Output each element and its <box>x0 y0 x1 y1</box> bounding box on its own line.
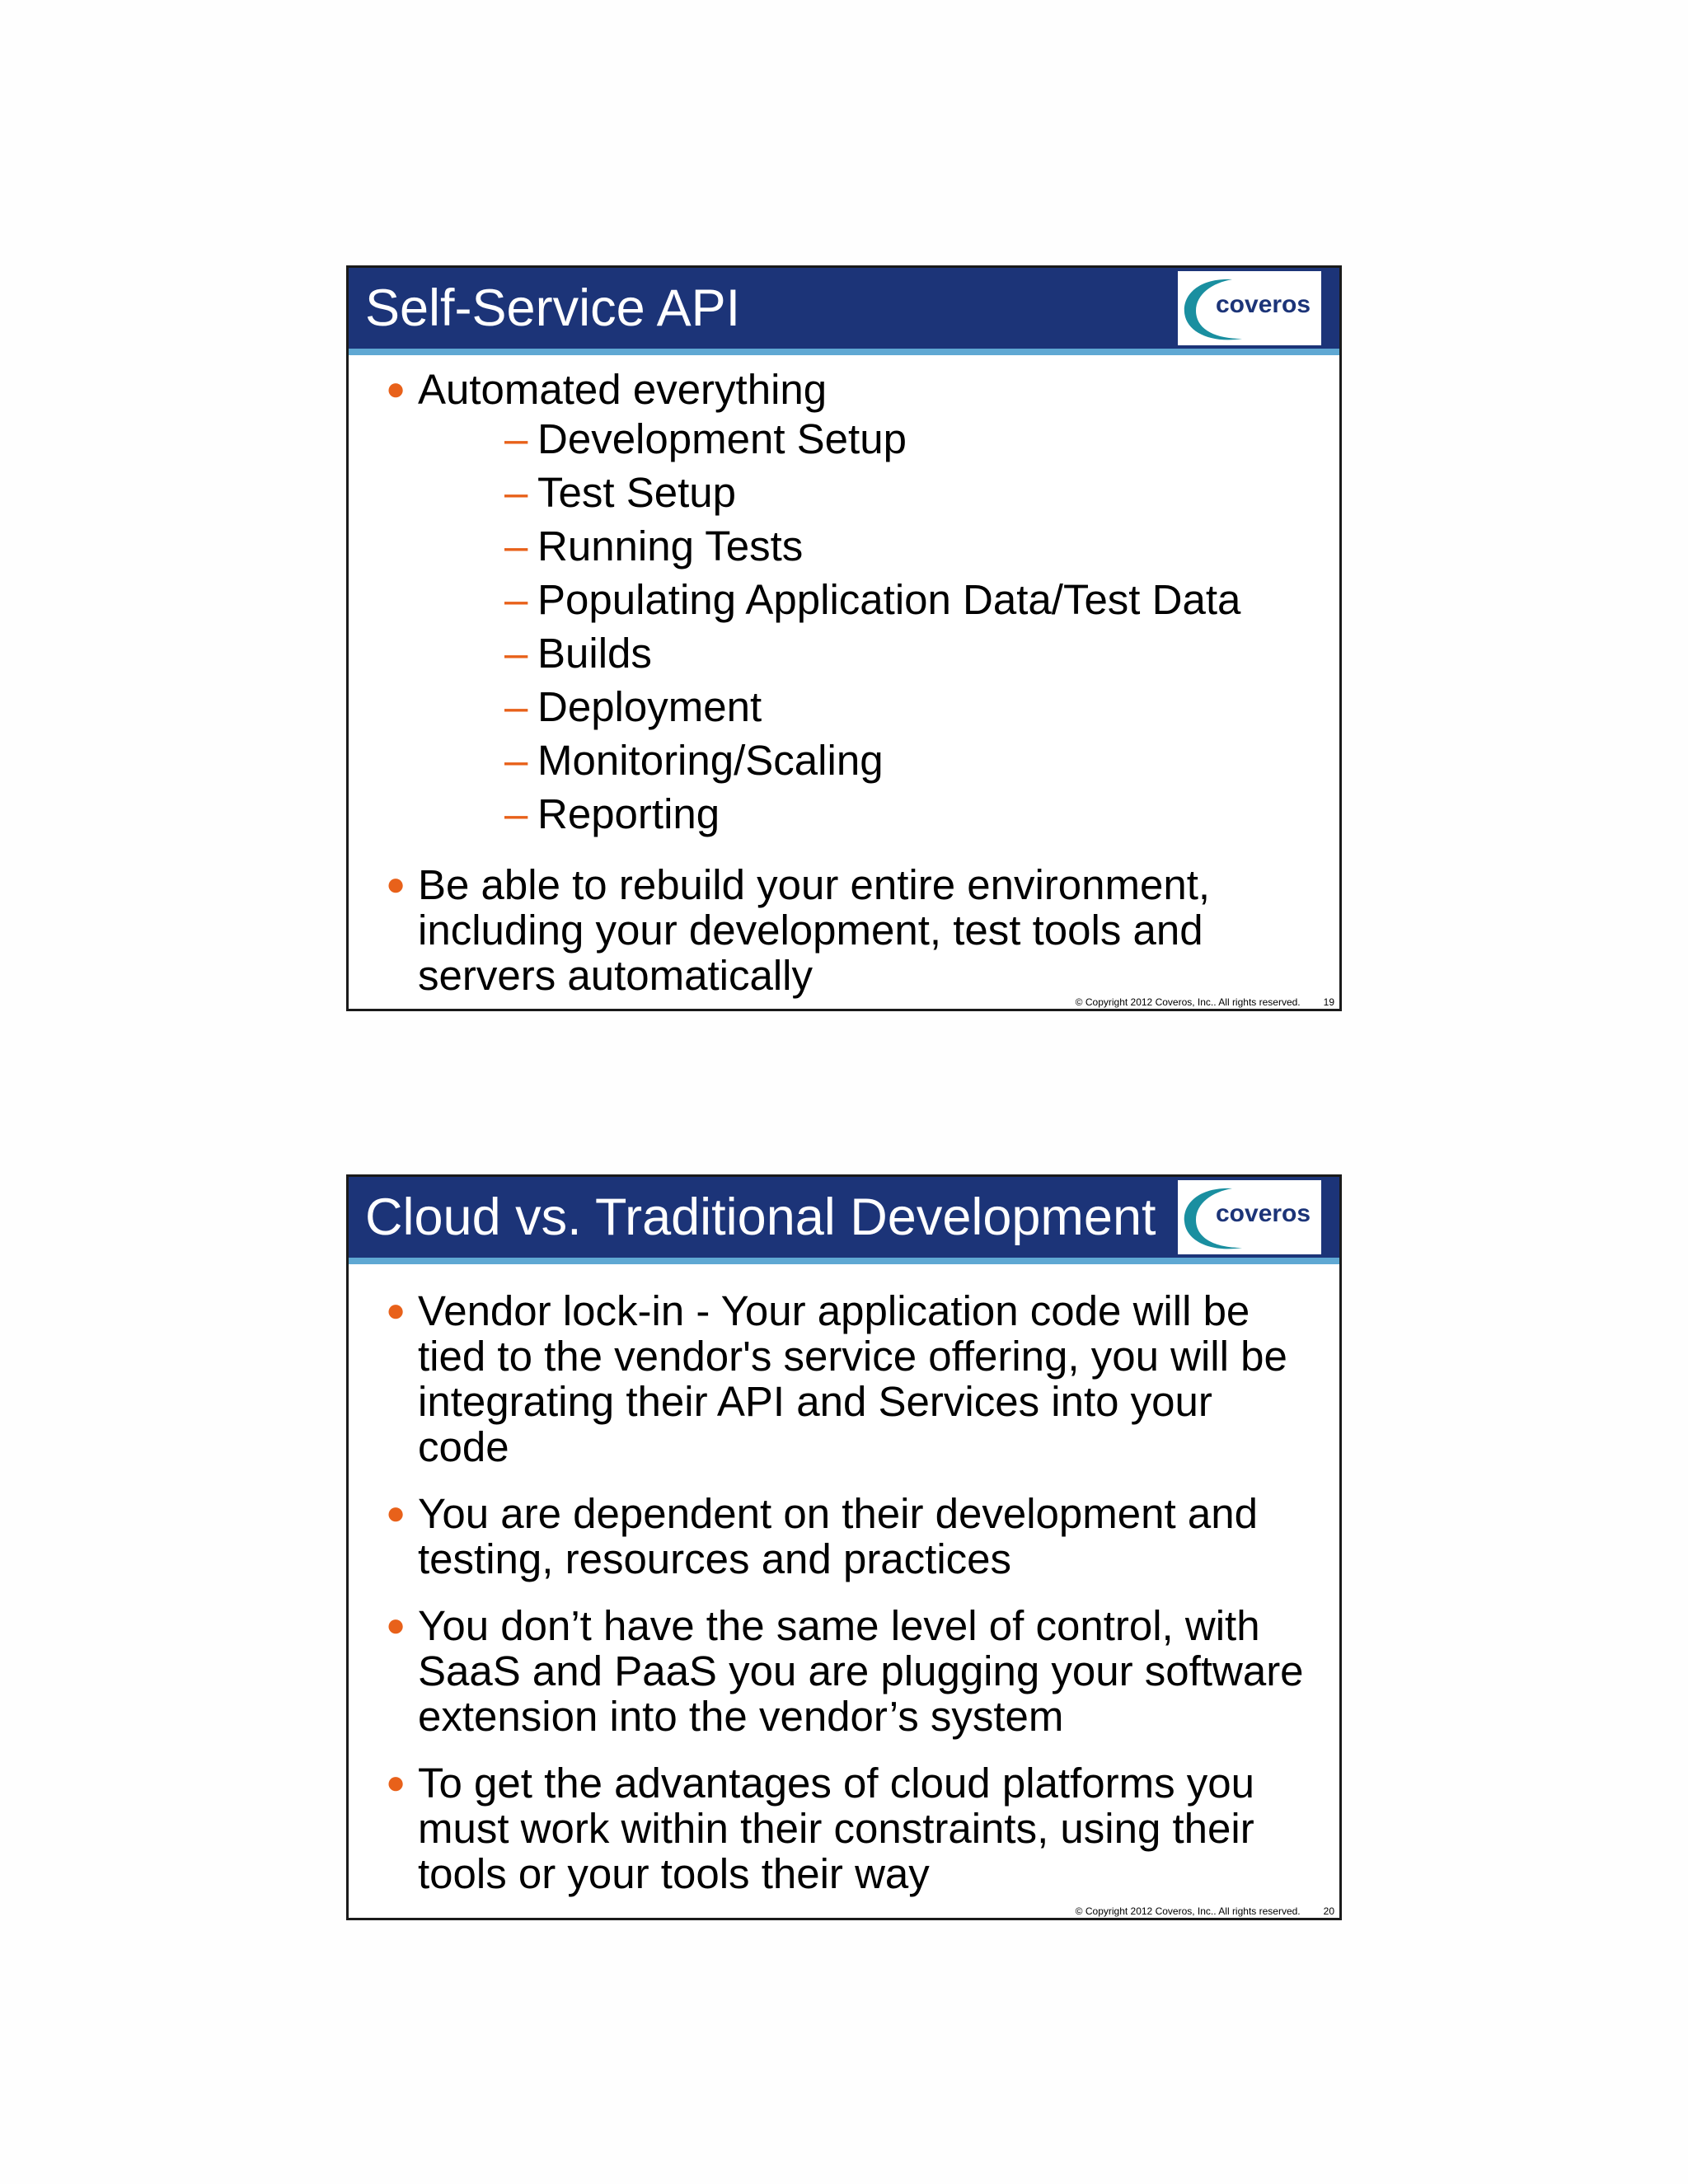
bullet-text: To get the advantages of cloud platforms you must work within their constraints, using their tools or your tools their way <box>418 1760 1254 1897</box>
sub-item: – Reporting <box>418 787 1339 841</box>
sub-item: – Populating Application Data/Test Data <box>418 573 1339 626</box>
sub-item: – Builds <box>418 626 1339 680</box>
slide-self-service-api <box>346 265 1342 1011</box>
slide-cloud-vs-traditional <box>346 1174 1342 1920</box>
header-rule <box>349 349 1339 355</box>
copyright-text: © Copyright 2012 Coveros, Inc.. All rights reserved. <box>1075 1905 1301 1917</box>
dash-icon: – <box>504 790 528 837</box>
sub-list <box>418 412 1339 841</box>
slide-body <box>349 1288 1339 1918</box>
bullet-dot-icon: ● <box>386 371 406 407</box>
bullet-text: Be able to rebuild your entire environment, including your development, test tools and servers automatically <box>418 861 1211 999</box>
bullet-dot-icon: ● <box>386 1495 406 1531</box>
bullet-dot-icon: ● <box>386 1607 406 1643</box>
bullet-item <box>349 862 1267 998</box>
dash-icon: – <box>504 630 528 677</box>
bullet-text: Automated everything <box>418 366 828 413</box>
sub-item: – Monitoring/Scaling <box>418 733 1339 787</box>
dash-icon: – <box>504 737 528 784</box>
bullet-text: You are dependent on their development and testing, resources and practices <box>418 1490 1258 1582</box>
dash-icon: – <box>504 576 528 623</box>
coveros-logo-icon <box>1178 1180 1321 1254</box>
bullet-text: You don’t have the same level of control, with SaaS and PaaS you are plugging your software extension into the vendor’s system <box>418 1602 1304 1740</box>
bullet-dot-icon: ● <box>386 1292 406 1329</box>
logo-text: coveros <box>1216 291 1311 318</box>
sub-item: – Running Tests <box>418 519 1339 573</box>
slide-title: Self-Service API <box>365 279 741 337</box>
dash-icon: – <box>504 523 528 569</box>
bullet-item <box>349 1603 1308 1739</box>
bullet-item <box>349 1491 1308 1582</box>
slide-body <box>349 367 1339 1019</box>
dash-icon: – <box>504 683 528 730</box>
slide-footer <box>1076 996 1334 1009</box>
coveros-logo-icon <box>1178 271 1321 345</box>
copyright-text: © Copyright 2012 Coveros, Inc.. All rights reserved. <box>1075 996 1301 1008</box>
slide-header <box>349 1177 1339 1258</box>
sub-item: – Development Setup <box>418 412 1339 466</box>
logo-text: coveros <box>1216 1200 1311 1227</box>
dash-icon: – <box>504 415 528 462</box>
bullet-dot-icon: ● <box>386 1765 406 1801</box>
sub-item: – Test Setup <box>418 466 1339 519</box>
bullet-dot-icon: ● <box>386 866 406 902</box>
page-number: 20 <box>1323 1905 1334 1917</box>
slide-header <box>349 268 1339 349</box>
bullet-item <box>349 1760 1308 1896</box>
sub-item: – Deployment <box>418 680 1339 733</box>
page-number: 19 <box>1323 996 1334 1008</box>
bullet-item <box>349 1288 1308 1469</box>
header-rule <box>349 1258 1339 1264</box>
bullet-text: Vendor lock-in - Your application code will be tied to the vendor's service offering, you will be integrating their API and Services into your code <box>418 1287 1287 1470</box>
dash-icon: – <box>504 469 528 516</box>
slide-title: Cloud vs. Traditional Development <box>365 1188 1156 1246</box>
slide-footer <box>1076 1905 1334 1918</box>
bullet-item <box>349 367 1339 841</box>
